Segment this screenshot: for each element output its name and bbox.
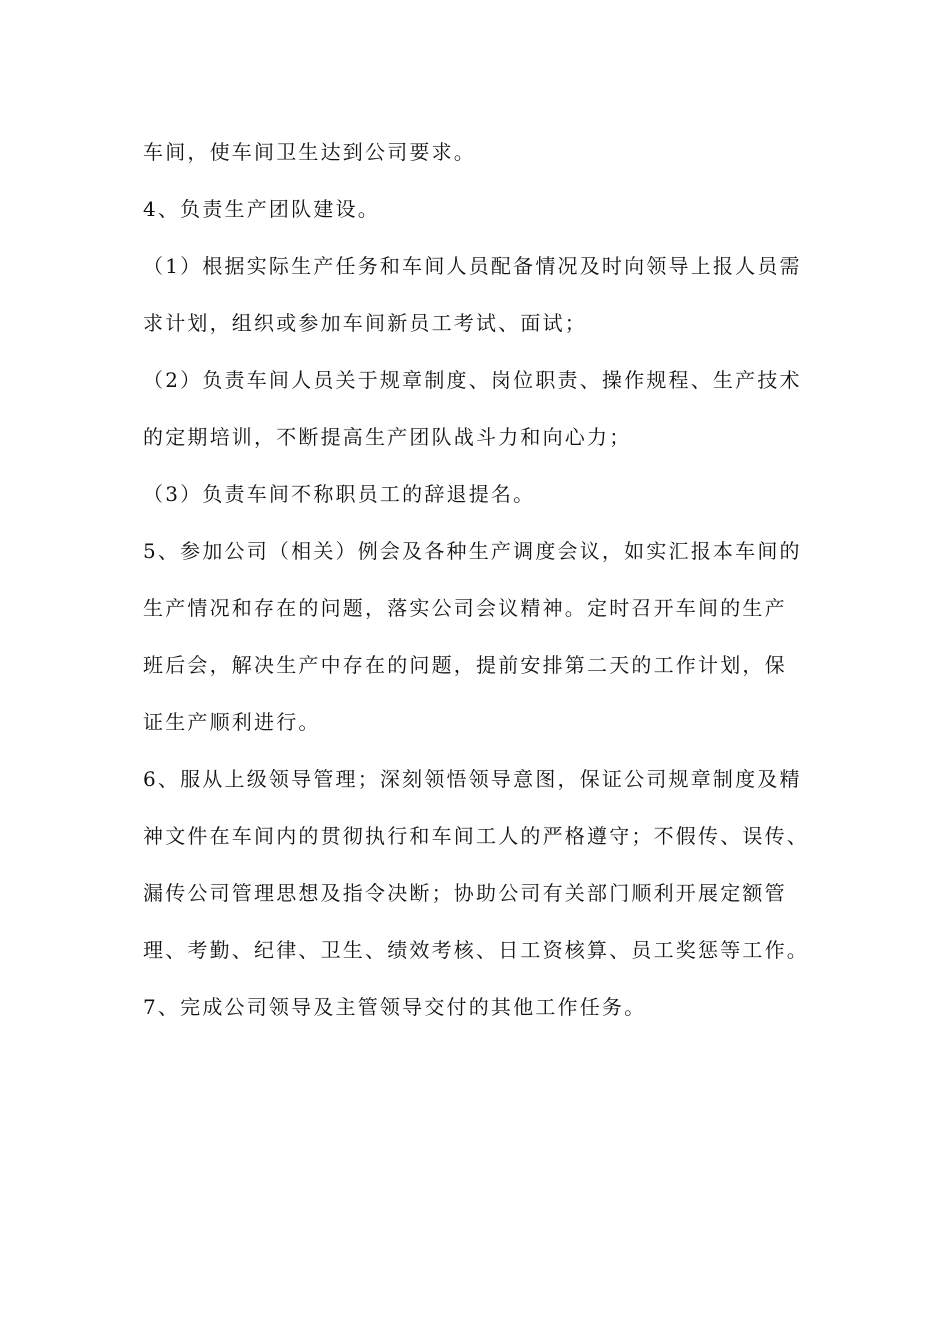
text-line: （3）负责车间不称职员工的辞退提名。	[143, 482, 536, 506]
document-body	[143, 124, 818, 1036]
text-line: 车间，使车间卫生达到公司要求。	[143, 140, 476, 164]
text-line: （1）根据实际生产任务和车间人员配备情况及时向领导上报人员需	[143, 254, 802, 278]
text-line: 证生产顺利进行。	[143, 710, 321, 734]
paragraph-4	[143, 352, 818, 466]
text-line: 漏传公司管理思想及指令决断；协助公司有关部门顺利开展定额管	[143, 881, 787, 905]
text-line: 6、服从上级领导管理；深刻领悟领导意图，保证公司规章制度及精	[143, 767, 802, 791]
text-line: 理、考勤、纪律、卫生、绩效考核、日工资核算、员工奖惩等工作。	[143, 938, 809, 962]
paragraph-2	[143, 181, 818, 238]
text-line: 班后会，解决生产中存在的问题，提前安排第二天的工作计划，保	[143, 653, 787, 677]
paragraph-3	[143, 238, 818, 352]
text-line: 的定期培训，不断提高生产团队战斗力和向心力；	[143, 425, 632, 449]
text-line: 7、完成公司领导及主管领导交付的其他工作任务。	[143, 995, 647, 1019]
text-line: 求计划，组织或参加车间新员工考试、面试；	[143, 311, 587, 335]
text-line: 生产情况和存在的问题，落实公司会议精神。定时召开车间的生产	[143, 596, 787, 620]
paragraph-6	[143, 523, 818, 751]
paragraph-1	[143, 124, 818, 181]
text-line: 4、负责生产团队建设。	[143, 197, 380, 221]
text-line: （2）负责车间人员关于规章制度、岗位职责、操作规程、生产技术	[143, 368, 802, 392]
text-line: 5、参加公司（相关）例会及各种生产调度会议，如实汇报本车间的	[143, 539, 802, 563]
text-line: 神文件在车间内的贯彻执行和车间工人的严格遵守；不假传、误传、	[143, 824, 809, 848]
paragraph-7	[143, 751, 818, 979]
paragraph-8	[143, 979, 818, 1036]
paragraph-5	[143, 466, 818, 523]
